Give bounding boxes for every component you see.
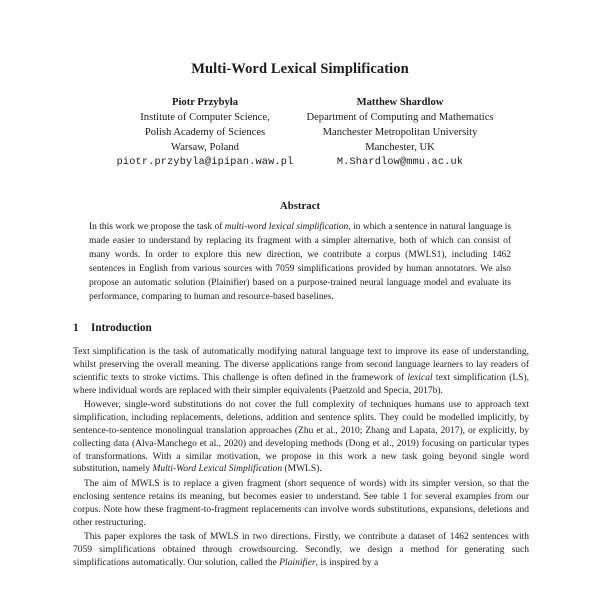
paragraph-text: Text simplification is the task of automatically modifying natural language text to improve its ease of understanding, whilst preserving the overall meaning. The diverse applications range from second language learners to lay readers of scientific texts to stroke victims. This challenge is often defined in the framework of [73, 347, 529, 383]
abstract-text [89, 220, 511, 305]
author-affiliation-line: Warsaw, Poland [171, 142, 239, 153]
author-affiliation-line: Polish Academy of Sciences [144, 127, 266, 138]
paragraph-emphasis: Multi-Word Lexical Simplification [152, 464, 283, 475]
author-affiliation-line: Institute of Computer Science, [140, 112, 270, 123]
author-email[interactable]: M.Shardlow@mmu.ac.uk [336, 157, 464, 168]
author-affiliation-line: Manchester, UK [365, 142, 435, 153]
paragraph-text: This paper explores the task of MWLS in two directions. Firstly, we contribute a dataset of 1462 sentences with 7059 simplifications obtained through crowdsourcing. Secondly, we design a method for generating such simplifications automatically. Our solution, called the [73, 532, 529, 569]
abstract-text-part: In this work we propose the task of [89, 222, 225, 232]
abstract-emphasis: multi-word lexical simplification [224, 222, 349, 232]
paragraph-text: text simplification (LS), where individual words are replaced with their simpler equivalents (Paetzold and Specia, 2017b). [73, 372, 529, 396]
paragraph-text: However, single-word substitutions do not cover the full complexity of techniques humans use to approach text simplification, including replacements, deletions, addition and sentence splits. They could be modelled implicitly, by sentence-to-sentence monolingual translation approaches (Zhu et al., 2010; Zhang and Lapata, 2017), or explicitly, by collecting data (Alva-Manchego et al., 2020) and developing methods (Dong et al., 2019) focusing on particular types of transformations. With a similar motivation, we propose in this work a new task going beyond single word substitution, namely [73, 400, 529, 475]
paragraph-emphasis: Plainifier [279, 558, 316, 569]
paragraph-text: (MWLS). [282, 464, 322, 475]
author-name: Matthew Shardlow [356, 97, 444, 108]
paragraph [73, 346, 529, 397]
author-affiliation-line: Manchester Metropolitan University [322, 127, 478, 138]
section-heading [73, 322, 152, 334]
author-block-2 [280, 95, 520, 170]
paragraph-emphasis: lexical [407, 372, 433, 383]
section-body [73, 346, 529, 572]
abstract-text-part: , in which a sentence in natural language is made easier to understand by replacing its fragment with a simpler alternative, both of which can consist of many words. In order to explore this new direction, we contribute a corpus (MWLS1), including 1462 sentences in English from various sources with 7059 simplifications provided by human annotators. We also propose an automatic solution (Plainifier) based on a purpose-trained neural language model and evaluate its performance, comparing to human and resource-based baselines. [89, 222, 512, 303]
section-number: 1 [73, 322, 79, 334]
paragraph: The aim of MWLS is to replace a given fragment (short sequence of words) with its simpler version, so that the enclosing sentence retains its meaning, but becomes easier to understand. See table 1 for several examples from our corpus. Note how these fragment-to-fragment replacements can involve words substitutions, expansions, deletions and other restructuring. [73, 479, 529, 528]
section-title: Introduction [91, 322, 152, 334]
paper-title: Multi-Word Lexical Simplification [191, 61, 409, 77]
author-email[interactable]: piotr.przybyla@ipipan.waw.pl [116, 157, 294, 168]
author-name: Piotr Przybyła [172, 97, 238, 108]
abstract-heading: Abstract [279, 200, 321, 212]
paragraph [73, 399, 529, 476]
author-affiliation-line: Department of Computing and Mathematics [306, 112, 494, 123]
paragraph [73, 531, 529, 570]
paragraph-text: , is inspired by a [315, 558, 379, 569]
